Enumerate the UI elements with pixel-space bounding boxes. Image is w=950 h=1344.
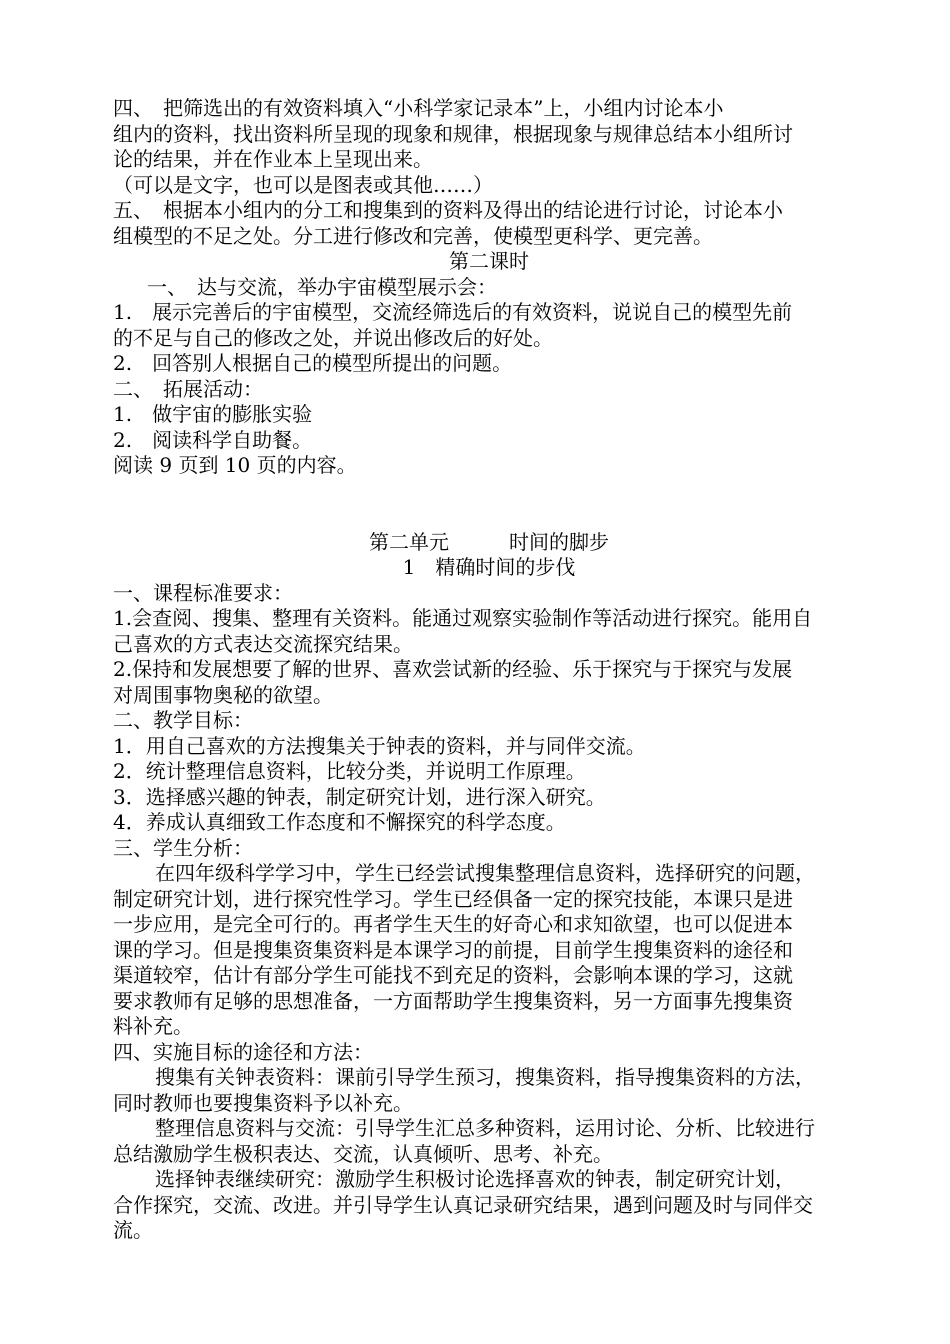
unit-2-s4-line-5: 选择钟表继续研究：激励学生积极讨论选择喜欢的钟表，制定研究计划， (155, 1167, 795, 1191)
item-4-line-2: 组内的资料，找出资料所呈现的现象和规律，根据现象与规律总结本小组所讨 (113, 121, 793, 146)
lesson-2-part-2-heading: 二、 拓展活动： (113, 376, 263, 401)
lesson-2-part-2-line-3: 阅读 9 页到 10 页的内容。 (113, 453, 357, 477)
lesson-2-part-1-heading: 一、 达与交流，举办宇宙模型展示会： (147, 274, 497, 299)
unit-2-s3-line-5: 渠道较窄，估计有部分学生可能找不到充足的资料，会影响本课的学习，这就 (113, 963, 793, 987)
unit-2-subtitle: 1 精确时间的步伐 (402, 555, 576, 579)
document-page (113, 96, 865, 1244)
unit-2-s3-line-6: 要求教师有足够的思想准备，一方面帮助学生搜集资料，另一方面事先搜集资 (113, 988, 793, 1013)
unit-2-title: 第二单元 时间的脚步 (369, 529, 609, 554)
item-4-line-3: 论的结果，并在作业本上呈现出来。 (113, 147, 433, 171)
unit-2-s1-line-2: 己喜欢的方式表达交流探究结果。 (113, 631, 413, 656)
unit-2-s4-line-1: 搜集有关钟表资料：课前引导学生预习，搜集资料，指导搜集资料的方法， (155, 1065, 815, 1089)
unit-2-s2-line-2: 2．统计整理信息资料，比较分类，并说明工作原理。 (113, 759, 586, 783)
unit-2-s2-line-1: 1．用自己喜欢的方法搜集关于钟表的资料，并与同伴交流。 (113, 733, 646, 758)
section-gap (113, 479, 865, 530)
item-4-note: （可以是文字，也可以是图表或其他……） (113, 172, 493, 197)
lesson-2-part-2-line-2: 2. 阅读科学自助餐。 (113, 427, 313, 452)
unit-2-s1-line-1: 1.会查阅、搜集、整理有关资料。能通过观察实验制作等活动进行探究。能用自 (113, 606, 813, 630)
lesson-2-part-1-line-2: 的不足与自己的修改之处，并说出修改后的好处。 (113, 325, 553, 350)
unit-2-s4-line-6: 合作探究，交流、改进。并引导学生认真记录研究结果，遇到问题及时与同伴交 (113, 1192, 813, 1217)
unit-2-heading-1: 一、课程标准要求： (113, 580, 293, 605)
unit-2-s3-line-1: 在四年级科学学习中，学生已经尝试搜集整理信息资料，选择研究的问题， (155, 861, 815, 885)
unit-2-heading-4: 四、实施目标的途径和方法： (113, 1039, 373, 1064)
lesson-2-title: 第二课时 (449, 249, 529, 273)
unit-2-s4-line-3: 整理信息资料与交流：引导学生汇总多种资料，运用讨论、分析、比较进行 (155, 1116, 815, 1140)
unit-2-heading-2: 二、教学目标： (113, 708, 253, 732)
unit-2-s4-line-7: 流。 (113, 1218, 153, 1242)
unit-2-s3-line-2: 制定研究计划，进行探究性学习。学生已经俱备一定的探究技能，本课只是进 (113, 886, 793, 911)
unit-2-s1-line-3: 2.保持和发展想要了解的世界、喜欢尝试新的经验、乐于探究与于探究与发展 (113, 657, 793, 681)
unit-2-s4-line-4: 总结激励学生极积表达、交流，认真倾听、思考、补充。 (113, 1141, 613, 1166)
unit-2-s3-line-7: 料补充。 (113, 1014, 193, 1038)
unit-2-s2-line-3: 3．选择感兴趣的钟表，制定研究计划，进行深入研究。 (113, 784, 606, 809)
item-5-line-2: 组模型的不足之处。分工进行修改和完善，使模型更科学、更完善。 (113, 223, 713, 248)
lesson-2-part-2-line-1: 1. 做宇宙的膨胀实验 (113, 402, 313, 426)
unit-2-s1-line-4: 对周围事物奥秘的欲望。 (113, 682, 333, 707)
unit-2-heading-3: 三、学生分析： (113, 835, 253, 860)
unit-2-s3-line-3: 一步应用，是完全可行的。再者学生天生的好奇心和求知欲望，也可以促进本 (113, 912, 793, 936)
lesson-2-part-1-line-3: 2. 回答别人根据自己的模型所提出的问题。 (113, 351, 513, 375)
unit-2-s4-line-2: 同时教师也要搜集资料予以补充。 (113, 1090, 413, 1115)
unit-2-s2-line-4: 4．养成认真细致工作态度和不懈探究的科学态度。 (113, 810, 566, 834)
item-5-line-1: 五、 根据本小组内的分工和搜集到的资料及得出的结论进行讨论，讨论本小 (113, 198, 783, 222)
item-4-line-1: 四、 把筛选出的有效资料填入“小科学家记录本”上，小组内讨论本小 (113, 96, 724, 120)
unit-2-s3-line-4: 课的学习。但是搜集资集资料是本课学习的前提，目前学生搜集资料的途径和 (113, 937, 793, 962)
lesson-2-part-1-line-1: 1. 展示完善后的宇宙模型，交流经筛选后的有效资料，说说自己的模型先前 (113, 300, 793, 324)
